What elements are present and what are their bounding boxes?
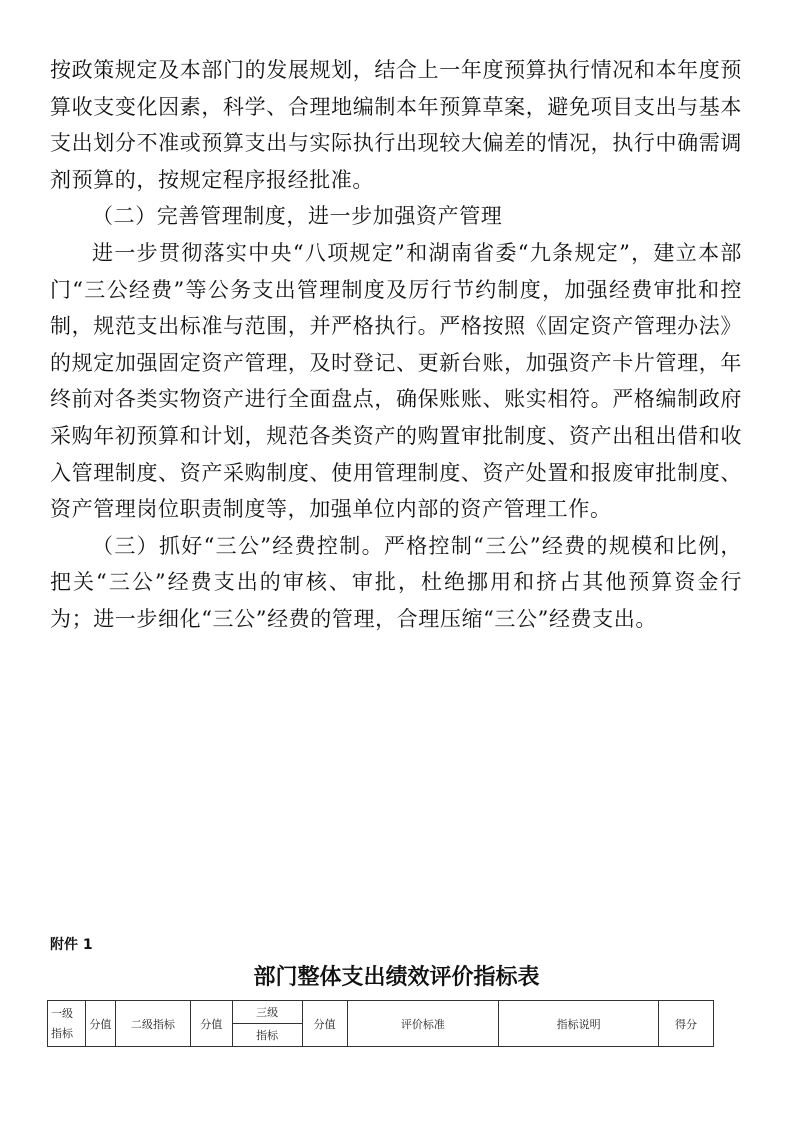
evaluation-index-table (47, 1000, 714, 1047)
header-score-result: 得分 (659, 1001, 714, 1047)
header-score-1: 分值 (85, 1001, 115, 1047)
paragraph-budget: 按政策规定及本部门的发展规划，结合上一年度预算执行情况和本年度预算收支变化因素，科学、合理地编制本年预算草案，避免项目支出与基本支出划分不准或预算支出与实际执行出现较大偏差的情况，执行中确需调剂预算的，按规定程序报经批准。 (50, 58, 742, 192)
header-level3-bottom: 指标 (232, 1024, 302, 1047)
annex-label: 附件 1 (50, 937, 93, 953)
document-body (50, 52, 742, 638)
header-index-description: 指标说明 (499, 1001, 659, 1047)
header-score-3: 分值 (302, 1001, 347, 1047)
header-level1-line2: 指标 (51, 1026, 73, 1040)
header-level3-top: 三级 (232, 1001, 302, 1024)
header-evaluation-criteria: 评价标准 (347, 1001, 499, 1047)
paragraph-three-public-expenses: （三）抓好“三公”经费控制。严格控制“三公”经费的规模和比例，把关“三公”经费支出的审核、审批，杜绝挪用和挤占其他预算资金行为；进一步细化“三公”经费的管理，合理压缩“三公”经费支出。 (50, 533, 742, 631)
header-score-2: 分值 (190, 1001, 232, 1047)
section-heading-2: （二）完善管理制度，进一步加强资产管理 (92, 204, 503, 229)
header-level1-line1: 一级 (51, 1006, 73, 1020)
header-level2-index: 二级指标 (115, 1001, 190, 1047)
table-title: 部门整体支出绩效评价指标表 (253, 965, 540, 990)
table-header-row (48, 1001, 714, 1024)
paragraph-asset-management: 进一步贯彻落实中央“八项规定”和湖南省委“九条规定”，建立本部门“三公经费”等公务支出管理制度及厉行节约制度，加强经费审批和控制，规范支出标准与范围，并严格执行。严格按照《固定资产管理办法》的规定加强固定资产管理，及时登记、更新台账，加强资产卡片管理，年终前对各类实物资产进行全面盘点，确保账账、账实相符。严格编制政府采购年初预算和计划，规范各类资产的购置审批制度、资产出租出借和收入管理制度、资产采购制度、使用管理制度、资产处置和报废审批制度、资产管理岗位职责制度等，加强单位内部的资产管理工作。 (50, 240, 742, 522)
header-level1-index (48, 1001, 86, 1047)
